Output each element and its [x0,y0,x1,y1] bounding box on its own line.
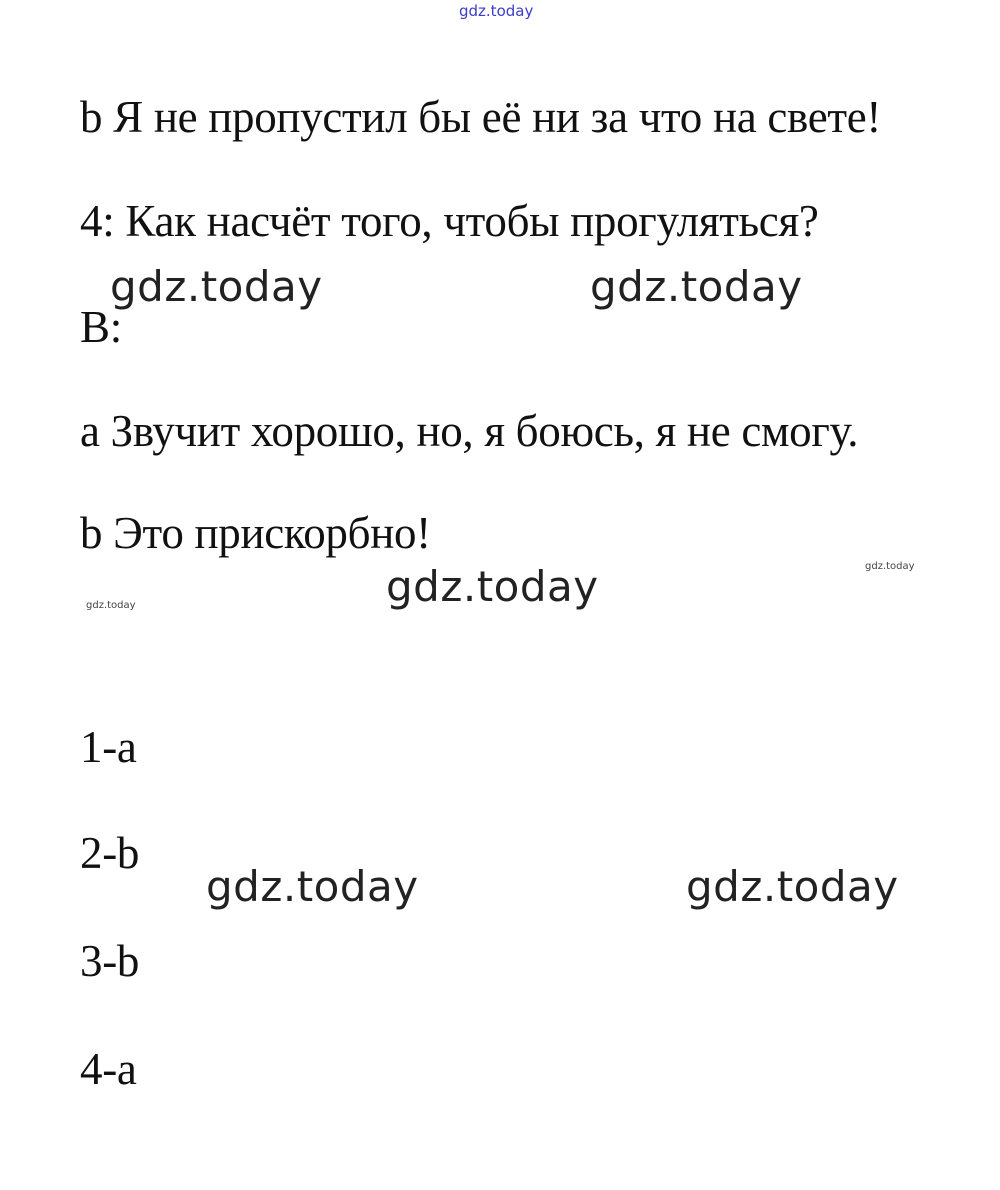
watermark-center: gdz.today [386,562,599,611]
dialogue-speaker-b: B: [80,302,122,352]
watermark-mid-right: gdz.today [590,262,803,311]
watermark-small-right: gdz.today [865,561,915,572]
answer-1: 1-a [80,722,137,772]
watermark-mid-left: gdz.today [110,262,323,311]
answer-2: 2-b [80,828,140,878]
dialogue-line-4: 4: Как насчёт того, чтобы прогуляться? [80,196,819,246]
dialogue-line-b-second: b Это прискорбно! [80,508,431,558]
watermark-bottom-left: gdz.today [206,862,419,911]
answer-4: 4-a [80,1044,137,1094]
watermark-small-left: gdz.today [86,600,136,611]
watermark-bottom-right: gdz.today [686,862,899,911]
answer-3: 3-b [80,936,140,986]
dialogue-line-a: a Звучит хорошо, но, я боюсь, я не смогу. [80,406,859,456]
dialogue-line-b-first: b Я не пропустил бы её ни за что на свете! [80,92,882,142]
watermark-top: gdz.today [459,2,534,20]
